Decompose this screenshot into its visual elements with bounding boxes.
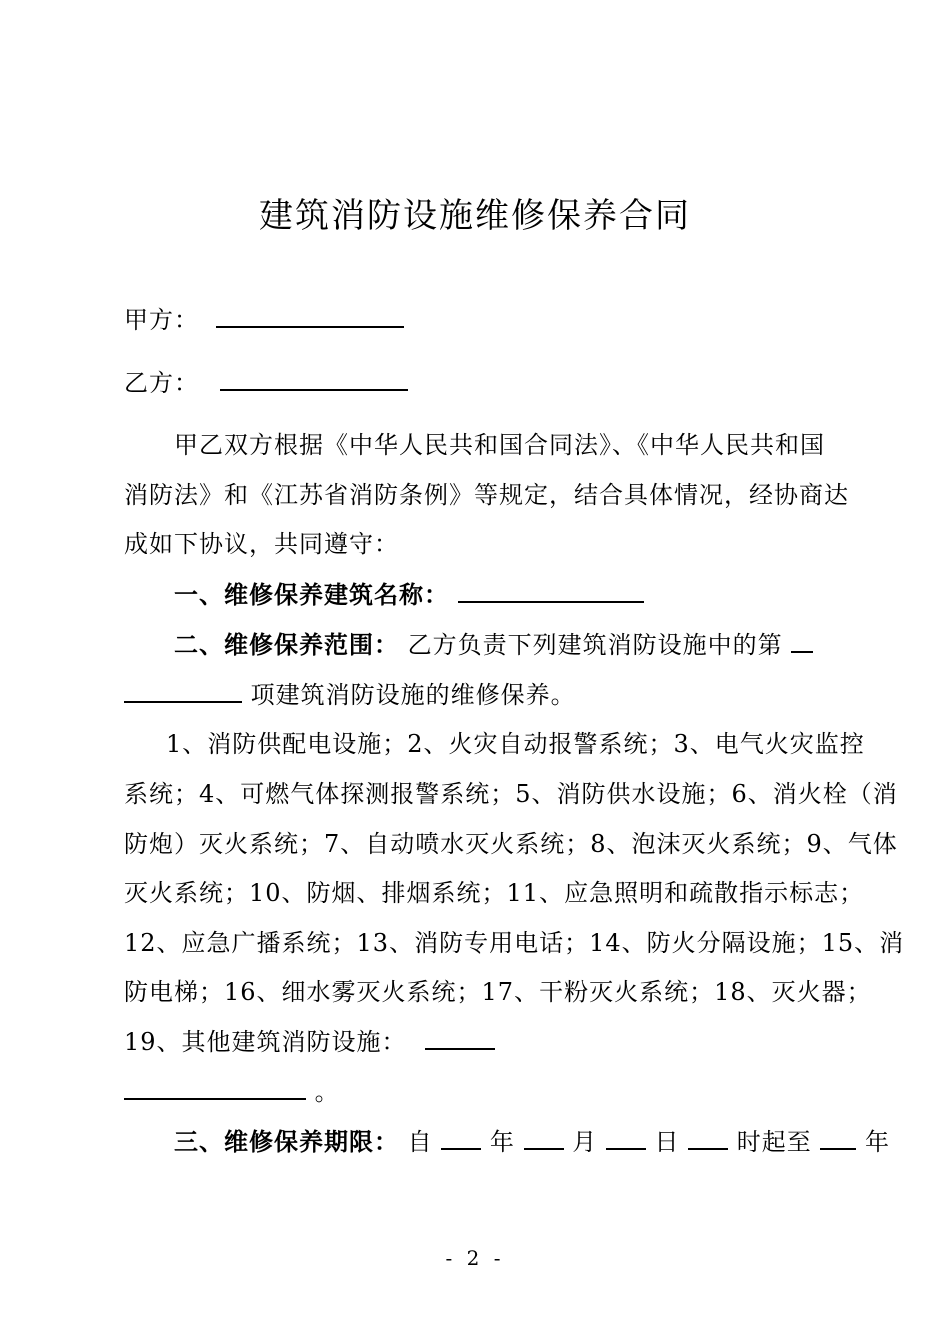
party-b-blank[interactable] <box>220 367 408 391</box>
start-year-blank[interactable] <box>441 1126 481 1150</box>
party-a-blank[interactable] <box>216 304 404 328</box>
section2-line-1 <box>174 625 813 660</box>
start-day-blank[interactable] <box>606 1126 646 1150</box>
items-line-6: 防电梯；16、细水雾灭火系统；17、干粉灭火系统；18、灭火器； <box>124 978 872 1006</box>
start-month-blank[interactable] <box>524 1126 564 1150</box>
intro-line-2: 消防法》和《江苏省消防条例》等规定，结合具体情况，经协商达 <box>124 481 849 509</box>
section3-year: 年 <box>489 1128 515 1156</box>
intro-line-1: 甲乙双方根据《中华人民共和国合同法》、《中华人民共和国 <box>174 431 825 459</box>
other-facilities-blank-a[interactable] <box>425 1026 495 1050</box>
scope-blank-b[interactable] <box>124 679 242 703</box>
page-number: - 2 - <box>445 1246 505 1270</box>
section1-line <box>174 575 644 610</box>
items-line-7 <box>124 1022 495 1057</box>
end-year-blank[interactable] <box>820 1126 856 1150</box>
section3-month: 月 <box>572 1128 598 1156</box>
section2-line-2 <box>124 675 576 710</box>
party-a-label: 甲方： <box>124 306 199 334</box>
party-b-label: 乙方： <box>124 369 199 397</box>
section3-heading: 三、维修保养期限： <box>174 1128 399 1156</box>
items-line-1: 1、消防供配电设施；2、火灾自动报警系统；3、电气火灾监控 <box>166 730 865 758</box>
party-b-line <box>124 363 408 398</box>
building-name-blank[interactable] <box>458 579 644 603</box>
section2-text-2: 项建筑消防设施的维修保养。 <box>250 681 576 709</box>
intro-line-3: 成如下协议，共同遵守： <box>124 530 399 558</box>
section3-day: 日 <box>654 1128 680 1156</box>
section2-heading: 二、维修保养范围： <box>174 631 399 659</box>
items-line-2: 系统；4、可燃气体探测报警系统；5、消防供水设施；6、消火栓（消 <box>124 780 898 808</box>
items-line-8-end: 。 <box>314 1078 340 1106</box>
section2-text-1: 乙方负责下列建筑消防设施中的第 <box>407 631 783 659</box>
other-facilities-blank-b[interactable] <box>124 1076 306 1100</box>
section3-hour-until: 时起至 <box>736 1128 812 1156</box>
start-hour-blank[interactable] <box>688 1126 728 1150</box>
scope-blank-a[interactable] <box>791 629 813 653</box>
party-a-line <box>124 300 404 335</box>
items-line-5: 12、应急广播系统；13、消防专用电话；14、防火分隔设施；15、消 <box>124 929 905 957</box>
items-line-8 <box>124 1072 340 1107</box>
section3-from: 自 <box>407 1128 433 1156</box>
section1-heading: 一、维修保养建筑名称： <box>174 581 449 609</box>
items-line-4: 灭火系统；10、防烟、排烟系统；11、应急照明和疏散指示标志； <box>124 879 865 907</box>
items-line-7-text: 19、其他建筑消防设施： <box>124 1028 407 1056</box>
items-line-3: 防炮）灭火系统；7、自动喷水灭火系统；8、泡沫灭火系统；9、气体 <box>124 830 898 858</box>
document-title: 建筑消防设施维修保养合同 <box>259 196 691 236</box>
section3-line <box>174 1122 890 1157</box>
section3-year2: 年 <box>865 1128 891 1156</box>
